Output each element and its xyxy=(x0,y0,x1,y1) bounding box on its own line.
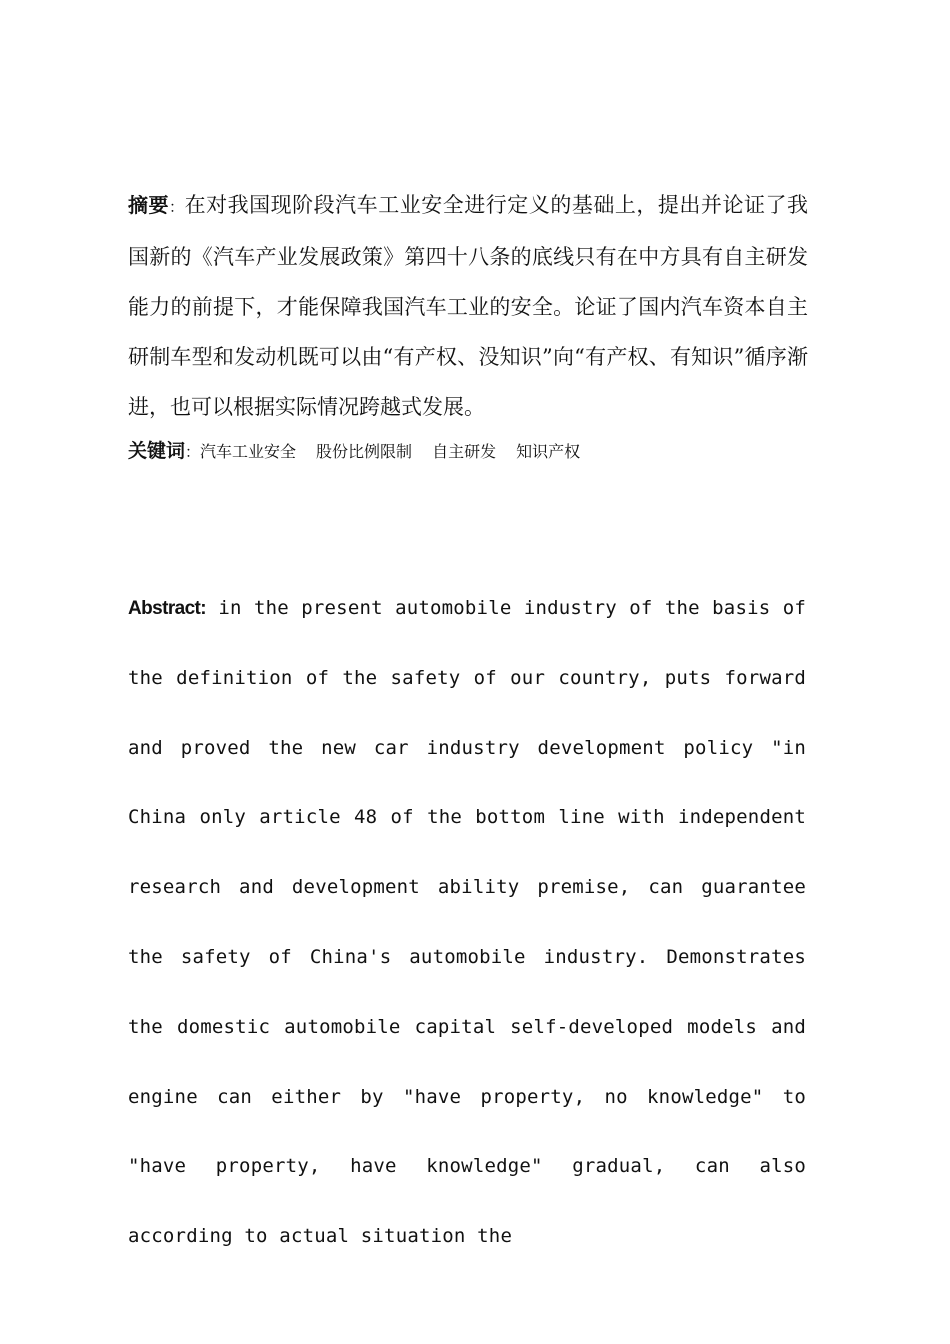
keyword-item: 知识产权 xyxy=(516,442,581,461)
chinese-keywords xyxy=(128,436,808,467)
chinese-abstract-colon: ： xyxy=(169,198,185,216)
keyword-item: 汽车工业安全 xyxy=(200,442,297,461)
chinese-abstract-text: 在对我国现阶段汽车工业安全进行定义的基础上，提出并论证了我国新的《汽车产业发展政策》第四十八条的底线只有在中方具有自主研发能力的前提下，才能保障我国汽车工业的安全。论证了国内汽车资本自主研制车型和发动机既可以由“有产权、没知识”向“有产权、有知识”循序渐进，也可以根据实际情况跨越式发展。 xyxy=(128,193,808,419)
keyword-item: 股份比例限制 xyxy=(316,442,413,461)
keywords-colon: ： xyxy=(185,443,201,461)
keywords-label: 关键词 xyxy=(128,440,186,462)
english-abstract-text: in the present automobile industry of the basis of the definition of the safety of our country, puts forward and proved the new car industry development policy "in China only article 48 of the bottom line with independent research and development ability premise, can guarantee the safety of China's automobile industry. Demonstrates the domestic automobile capital self-developed models and engine can either by "have property, no knowledge" to "have property, have knowledge" gradual, can also according to actual situation the xyxy=(128,597,806,1248)
keyword-item: 自主研发 xyxy=(432,442,497,461)
english-abstract-label: Abstract: xyxy=(128,598,207,619)
chinese-abstract-label: 摘要 xyxy=(128,193,170,217)
chinese-abstract xyxy=(128,180,808,432)
english-abstract xyxy=(128,574,806,1272)
